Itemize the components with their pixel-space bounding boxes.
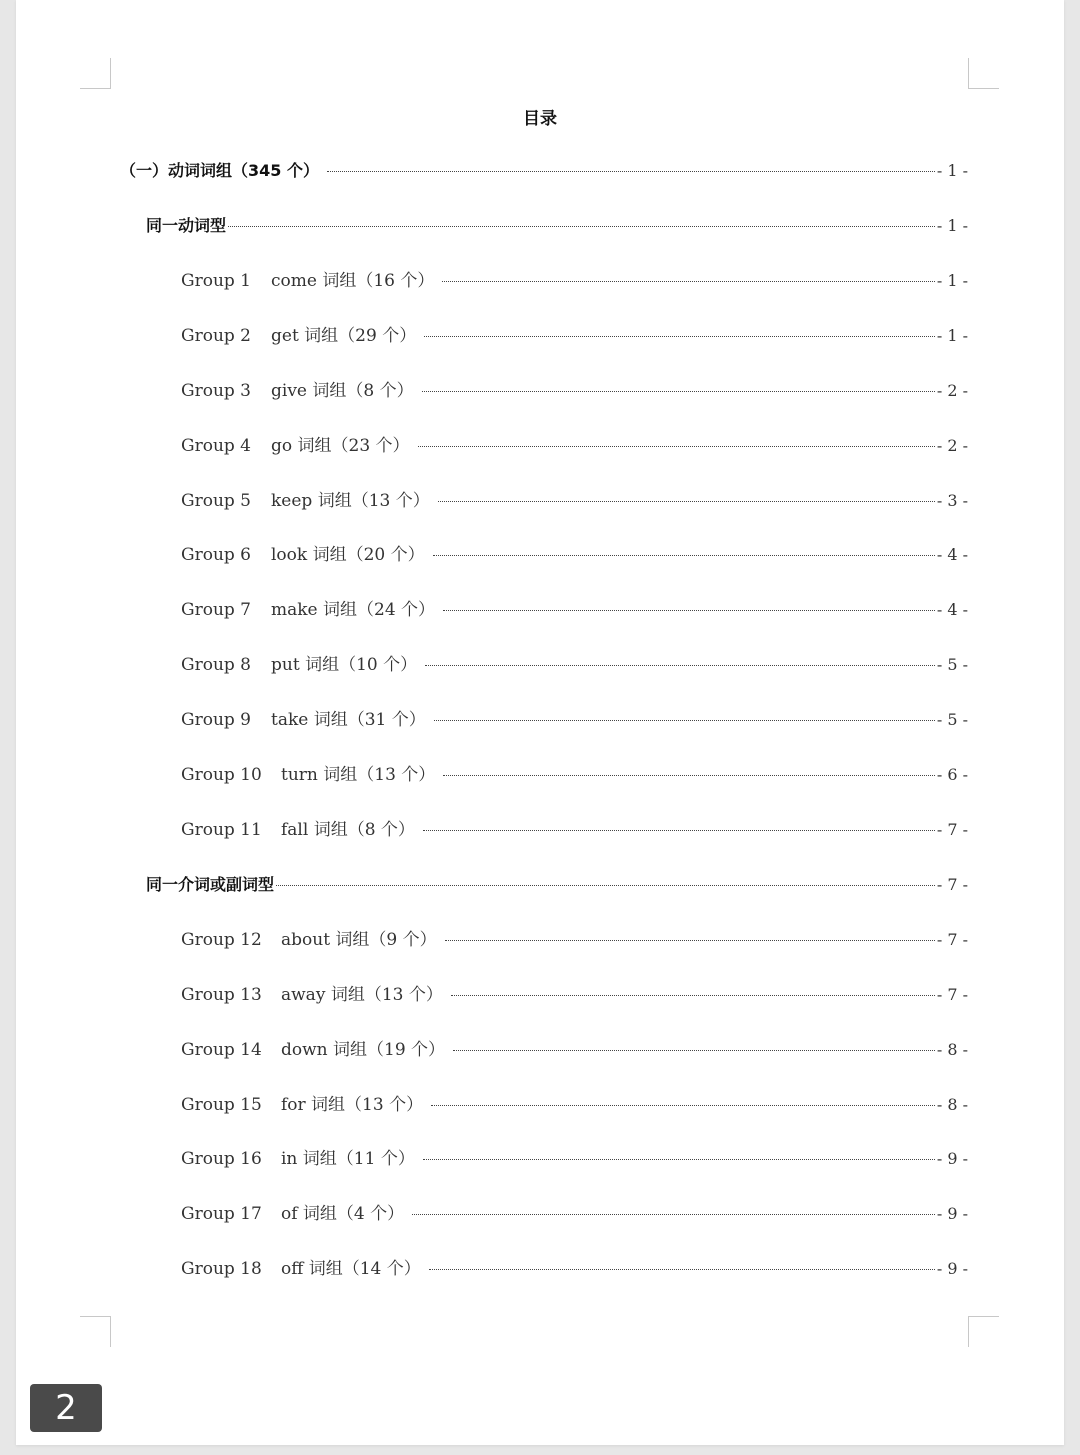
group-label: Group 13	[181, 985, 262, 1005]
toc-entry-text: 同一动词型	[146, 216, 227, 235]
dot-leader	[423, 1159, 935, 1160]
crop-mark-bottom-left	[80, 1316, 111, 1347]
dot-leader	[443, 775, 935, 776]
toc-entry-group[interactable]	[181, 543, 968, 567]
toc-page-number: - 7 -	[936, 930, 968, 949]
dot-leader	[451, 995, 935, 996]
dot-leader	[228, 226, 935, 227]
toc-page-number: - 1 -	[936, 161, 968, 180]
dot-leader	[412, 1214, 935, 1215]
toc-page-number: - 3 -	[936, 491, 968, 510]
group-label: Group 17	[181, 1204, 262, 1224]
toc-page-number: - 2 -	[936, 436, 968, 455]
toc-entry-group[interactable]	[181, 324, 968, 348]
group-label: Group 6	[181, 545, 251, 565]
toc-entry-group[interactable]	[181, 818, 968, 842]
group-label: Group 18	[181, 1259, 262, 1279]
toc-entry-group[interactable]	[181, 1202, 968, 1226]
toc-entry-section[interactable]	[146, 873, 968, 897]
toc-page-number: - 7 -	[936, 985, 968, 1004]
dot-leader	[443, 610, 935, 611]
dot-leader	[429, 1269, 935, 1270]
toc-entry-text: off 词组（14 个）	[281, 1259, 421, 1279]
toc-page-number: - 7 -	[936, 820, 968, 839]
dot-leader	[327, 171, 935, 172]
toc-entry-group[interactable]	[181, 1257, 968, 1281]
group-label: Group 10	[181, 765, 262, 785]
toc-page-number: - 4 -	[936, 600, 968, 619]
toc-entry-text: for 词组（13 个）	[281, 1095, 424, 1115]
crop-mark-top-right	[968, 58, 999, 89]
toc-entry-section[interactable]	[146, 214, 968, 238]
toc-entry-text: come 词组（16 个）	[271, 271, 435, 291]
toc-entry-text: look 词组（20 个）	[271, 545, 425, 565]
toc-entry-text: in 词组（11 个）	[281, 1149, 415, 1169]
toc-page-number: - 7 -	[936, 875, 968, 894]
toc-page-number: - 5 -	[936, 710, 968, 729]
group-label: Group 9	[181, 710, 251, 730]
dot-leader	[424, 336, 935, 337]
toc-entry-text: turn 词组（13 个）	[281, 765, 436, 785]
group-label: Group 4	[181, 436, 251, 456]
toc-entry-text: of 词组（4 个）	[281, 1204, 405, 1224]
toc-page-number: - 5 -	[936, 655, 968, 674]
crop-mark-bottom-right	[968, 1316, 999, 1347]
toc-entry-group[interactable]	[181, 379, 968, 403]
toc-page-number: - 6 -	[936, 765, 968, 784]
toc-entry-group[interactable]	[181, 1147, 968, 1171]
toc-entry-text: go 词组（23 个）	[271, 436, 410, 456]
group-label: Group 15	[181, 1095, 262, 1115]
page-number-badge[interactable]: 2	[30, 1384, 102, 1432]
toc-entry-text: about 词组（9 个）	[281, 930, 437, 950]
toc-entry-group[interactable]	[181, 269, 968, 293]
toc-entry-text: keep 词组（13 个）	[271, 491, 430, 511]
toc-entry-text: make 词组（24 个）	[271, 600, 436, 620]
toc-entry-text: 同一介词或副词型	[146, 875, 275, 894]
toc-entry-text: fall 词组（8 个）	[281, 820, 415, 840]
toc-entry-group[interactable]	[181, 1093, 968, 1117]
toc-entry-text: away 词组（13 个）	[281, 985, 443, 1005]
group-label: Group 5	[181, 491, 251, 511]
toc-page-number: - 2 -	[936, 381, 968, 400]
group-label: Group 12	[181, 930, 262, 950]
toc-page-number: - 1 -	[936, 326, 968, 345]
toc-page-number: - 9 -	[936, 1149, 968, 1168]
dot-leader	[423, 830, 935, 831]
toc-entry-group[interactable]	[181, 653, 968, 677]
dot-leader	[431, 1105, 935, 1106]
toc-page-number: - 8 -	[936, 1040, 968, 1059]
toc-page-number: - 1 -	[936, 216, 968, 235]
dot-leader	[453, 1050, 935, 1051]
group-label: Group 3	[181, 381, 251, 401]
toc-entry-text: down 词组（19 个）	[281, 1040, 446, 1060]
toc-page-number: - 4 -	[936, 545, 968, 564]
toc-title: 目录	[523, 109, 557, 129]
group-label: Group 1	[181, 271, 251, 291]
dot-leader	[433, 555, 935, 556]
group-label: Group 11	[181, 820, 262, 840]
dot-leader	[438, 501, 935, 502]
group-label: Group 7	[181, 600, 251, 620]
toc-page-number: - 9 -	[936, 1204, 968, 1223]
dot-leader	[442, 281, 934, 282]
group-label: Group 14	[181, 1040, 262, 1060]
toc-entry-group[interactable]	[181, 1038, 968, 1062]
toc-page-number: - 1 -	[936, 271, 968, 290]
toc-entry-group[interactable]	[181, 598, 968, 622]
toc-page-number: - 8 -	[936, 1095, 968, 1114]
group-label: Group 16	[181, 1149, 262, 1169]
toc-entry-group[interactable]	[181, 489, 968, 513]
dot-leader	[445, 940, 935, 941]
toc-entry-group[interactable]	[181, 434, 968, 458]
toc-page-number: - 9 -	[936, 1259, 968, 1278]
dot-leader	[425, 665, 935, 666]
toc-entry-text: put 词组（10 个）	[271, 655, 418, 675]
dot-leader	[434, 720, 935, 721]
toc-entry-text: take 词组（31 个）	[271, 710, 426, 730]
dot-leader	[422, 391, 935, 392]
toc-entry-text: give 词组（8 个）	[271, 381, 414, 401]
document-page	[16, 0, 1064, 1445]
toc-entry-group[interactable]	[181, 763, 968, 787]
toc-entry-text: get 词组（29 个）	[271, 326, 417, 346]
group-label: Group 2	[181, 326, 251, 346]
toc-entry-group[interactable]	[181, 708, 968, 732]
toc-entry-group[interactable]	[181, 983, 968, 1007]
toc-entry-group[interactable]	[181, 928, 968, 952]
crop-mark-top-left	[80, 58, 111, 89]
toc-entry-text: （一）动词词组（345 个）	[120, 161, 319, 180]
group-label: Group 8	[181, 655, 251, 675]
dot-leader	[276, 885, 935, 886]
toc-entry-chapter[interactable]	[120, 159, 968, 183]
dot-leader	[418, 446, 935, 447]
